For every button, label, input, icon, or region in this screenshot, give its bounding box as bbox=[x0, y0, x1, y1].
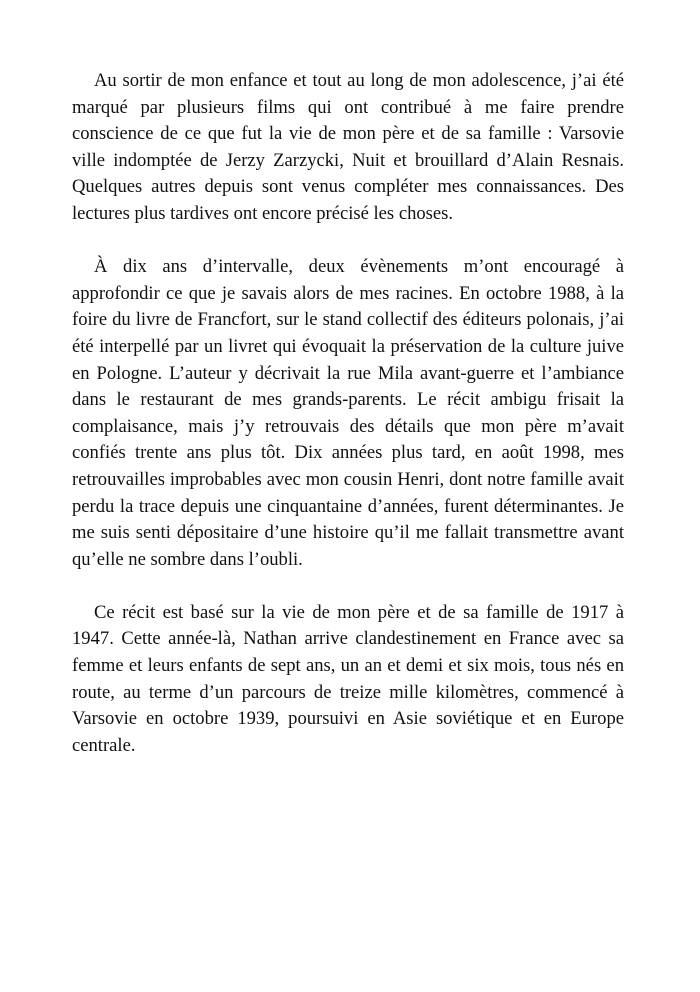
paragraph-3: Ce récit est basé sur la vie de mon père et de sa famille de 1917 à 1947. Cette année-là, Nathan arrive clandestinement en France avec sa femme et leurs enfants de sept ans, un an et demi et six mois, tous nés en route, au terme d’un parcours de treize mille kilomètres, commencé à Varsovie en octobre 1939, poursuivi en Asie soviétique et en Europe centrale. bbox=[72, 601, 624, 756]
paragraph-1: Au sortir de mon enfance et tout au long de mon adolescence, j’ai été marqué par plusieurs films qui ont contribué à me faire prendre conscience de ce que fut la vie de mon père et de sa famille : Varsovie ville indomptée de Jerzy Zarzycki, Nuit et brouillard d’Alain Resnais. Quelques autres depuis sont venus compléter mes connaissances. Des lectures plus tardives ont encore précisé les choses. bbox=[72, 70, 624, 224]
document-page bbox=[72, 68, 624, 786]
paragraph-2: À dix ans d’intervalle, deux évènements m’ont encouragé à approfondir ce que je savais alors de mes racines. En octobre 1988, à la foire du livre de Francfort, sur le stand collectif des éditeurs polonais, j’ai été interpellé par un livret qui évoquait la préservation de la culture juive en Pologne. L’auteur y décrivait la rue Mila avant-guerre et l’ambiance dans le restaurant de mes grands-parents. Le récit ambigu frisait la complaisance, mais j’y retrouvais des détails que mon père m’avait confiés trente ans plus tôt. Dix années plus tard, en août 1998, mes retrouvailles improbables avec mon cousin Henri, dont notre famille avait perdu la trace depuis une cinquantaine d’années, furent déterminantes. Je me suis senti dépositaire d’une histoire qu’il me fallait transmettre avant qu’elle ne sombre dans l’oubli. bbox=[72, 256, 624, 570]
